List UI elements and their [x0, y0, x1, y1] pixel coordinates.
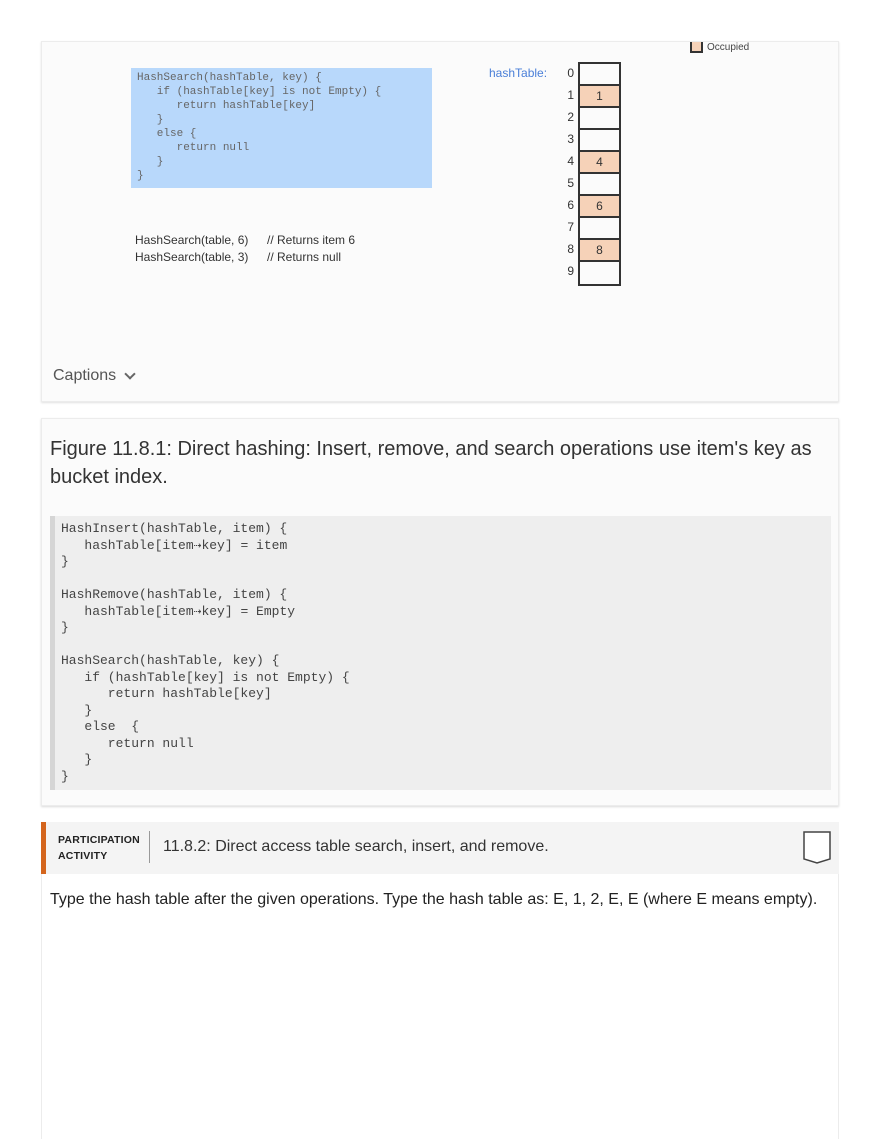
call-comment: // Returns null — [267, 250, 342, 264]
search-call-row — [135, 249, 355, 266]
bucket-cell: 8 — [580, 240, 619, 262]
animation-code-text — [137, 71, 426, 183]
figure-title: Figure 11.8.1: Direct hashing: Insert, remove, and search operations use item's key as bucket index. — [50, 438, 812, 488]
bucket-index: 2 — [567, 110, 574, 124]
bucket-index: 6 — [567, 198, 574, 212]
activity-instructions: Type the hash table after the given operations. Type the hash table as: E, 1, 2, E, E (where E means empty). — [50, 891, 818, 908]
code-line: } — [61, 620, 69, 635]
chevron-down-icon — [124, 368, 135, 379]
code-line: hashTable[item⇢key] = Empty — [61, 603, 296, 619]
bucket-index: 8 — [567, 242, 574, 256]
captions-toggle[interactable] — [53, 367, 134, 385]
bucket-index: 7 — [567, 220, 574, 234]
activity-title: 11.8.2: Direct access table search, insert, and remove. — [163, 838, 549, 855]
code-line: } — [61, 702, 93, 718]
code-line: return null — [61, 735, 194, 751]
participation-activity-body — [41, 874, 839, 1139]
bucket-cell — [580, 262, 619, 284]
code-line: } — [137, 114, 164, 126]
code-line: return hashTable[key] — [137, 100, 316, 112]
code-line: } — [137, 156, 164, 168]
animation-panel — [41, 41, 839, 402]
code-line: else { — [137, 128, 197, 140]
code-line: } — [137, 170, 144, 182]
hash-table-label: hashTable: — [489, 66, 548, 80]
figure-code-block — [50, 516, 831, 790]
code-line: } — [61, 554, 69, 569]
code-line: return hashTable[key] — [61, 686, 272, 701]
code-line: hashTable[item⇢key] = item — [61, 537, 288, 553]
bookmark-icon[interactable] — [803, 831, 831, 864]
hash-table-indices — [562, 62, 574, 282]
code-line: return null — [137, 142, 250, 154]
occupied-swatch-icon — [690, 42, 703, 53]
participation-activity-header — [41, 822, 839, 874]
figure-panel — [41, 418, 839, 806]
bucket-cell — [580, 130, 619, 152]
code-line: } — [61, 768, 69, 784]
bucket-cell: 4 — [580, 152, 619, 174]
bucket-cell — [580, 108, 619, 130]
legend — [690, 42, 749, 53]
bucket-index: 0 — [567, 66, 574, 80]
call-comment: // Returns item 6 — [267, 233, 356, 247]
bucket-cell — [580, 174, 619, 196]
bucket-cell — [580, 218, 619, 240]
call-expression: HashSearch(table, 3) — [135, 250, 249, 264]
code-line: else { — [61, 719, 140, 734]
activity-label-line: ACTIVITY — [58, 850, 108, 862]
code-line: if (hashTable[key] is not Empty) { — [61, 669, 350, 685]
code-line: HashSearch(hashTable, key) { — [61, 653, 280, 668]
bucket-index: 1 — [567, 88, 574, 102]
hash-table — [578, 62, 621, 286]
captions-label: Captions — [53, 367, 117, 384]
highlighted-code — [131, 68, 432, 188]
search-calls — [135, 232, 355, 266]
code-line: HashInsert(hashTable, item) { — [61, 521, 288, 536]
bucket-index: 3 — [567, 132, 574, 146]
bucket-index: 4 — [567, 154, 574, 168]
code-line: HashRemove(hashTable, item) { — [61, 587, 288, 602]
bucket-cell: 1 — [580, 86, 619, 108]
bucket-index: 9 — [567, 264, 574, 278]
code-line: if (hashTable[key] is not Empty) { — [137, 86, 382, 98]
header-divider — [149, 831, 150, 863]
call-expression: HashSearch(table, 6) — [135, 233, 249, 247]
bucket-index: 5 — [567, 176, 574, 190]
figure-code-text — [61, 521, 831, 785]
code-line: HashSearch(hashTable, key) { — [137, 72, 322, 84]
participation-label-line: PARTICIPATION — [58, 834, 140, 846]
participation-activity-label — [58, 832, 140, 864]
bucket-cell — [580, 64, 619, 86]
code-line: } — [61, 752, 93, 767]
bucket-cell: 6 — [580, 196, 619, 218]
legend-label: Occupied — [707, 42, 750, 53]
search-call-row — [135, 232, 355, 249]
